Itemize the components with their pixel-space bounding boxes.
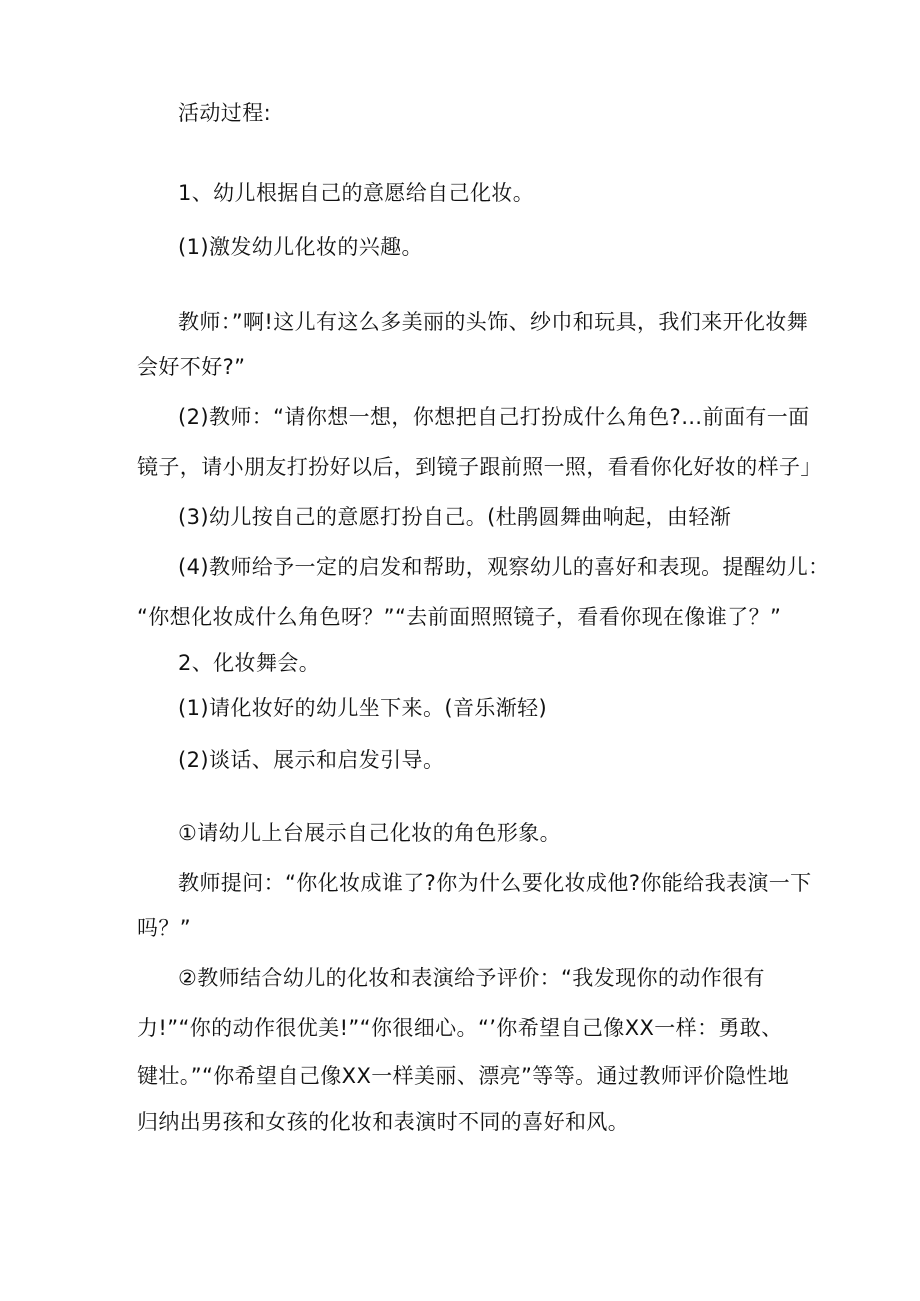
step-1-4-line-1: (4)教师给予一定的启发和帮助，观察幼儿的喜好和表现。提醒幼儿： xyxy=(178,555,830,579)
step-2-2-item-2-line-3: 键壮。”“你希望自己像XX一样美丽、漂亮”等等。通过教师评价隐性地 xyxy=(137,1064,790,1088)
step-1-2-line-1: (2)教师：“请你想一想，你想把自己打扮成什么角色?…前面有一面 xyxy=(178,405,810,429)
section-heading-activity-process: 活动过程: xyxy=(178,101,272,125)
step-2-2-item-1: ①请幼儿上台展示自己化妆的角色形象。 xyxy=(178,821,562,845)
step-2-2-item-2-line-4: 归纳出男孩和女孩的化妆和表演时不同的喜好和风。 xyxy=(137,1110,630,1134)
teacher-speech-line-1: 教师：”啊!这儿有这么多美丽的头饰、纱巾和玩具，我们来开化妆舞 xyxy=(178,310,809,334)
step-2-heading: 2、化妆舞会。 xyxy=(178,651,321,675)
step-2-2-item-2-line-2: 力!”“你的动作很优美!”“你很细心。“’你希望自己像XX一样：勇敢、 xyxy=(137,1016,783,1040)
step-1-3: (3)幼儿按自己的意愿打扮自己。(杜鹃圆舞曲响起，由轻渐 xyxy=(178,505,732,529)
step-1-4-line-2: “你想化妆成什么角色呀？”“去前面照照镜子，看看你现在像谁了？” xyxy=(137,605,782,629)
teacher-speech-line-2: 会好不好?” xyxy=(137,355,246,379)
step-2-2-item-2-line-1: ②教师结合幼儿的化妆和表演给予评价：“我发现你的动作很有 xyxy=(178,966,765,990)
step-1-2-line-2: 镜子，请小朋友打扮好以后，到镜子跟前照一照，看看你化好妆的样子」 xyxy=(137,455,822,479)
step-1-1: (1)激发幼儿化妆的兴趣。 xyxy=(178,235,423,259)
teacher-question-line-2: 吗？” xyxy=(137,916,192,940)
step-2-1: (1)请化妆好的幼儿坐下来。(音乐渐轻) xyxy=(178,696,548,720)
teacher-question-line-1: 教师提问：“你化妆成谁了?你为什么要化妆成他?你能给我表演一下 xyxy=(178,871,812,895)
step-1-heading: 1、幼儿根据自己的意愿给自己化妆。 xyxy=(178,181,535,205)
step-2-2: (2)谈话、展示和启发引导。 xyxy=(178,748,445,772)
